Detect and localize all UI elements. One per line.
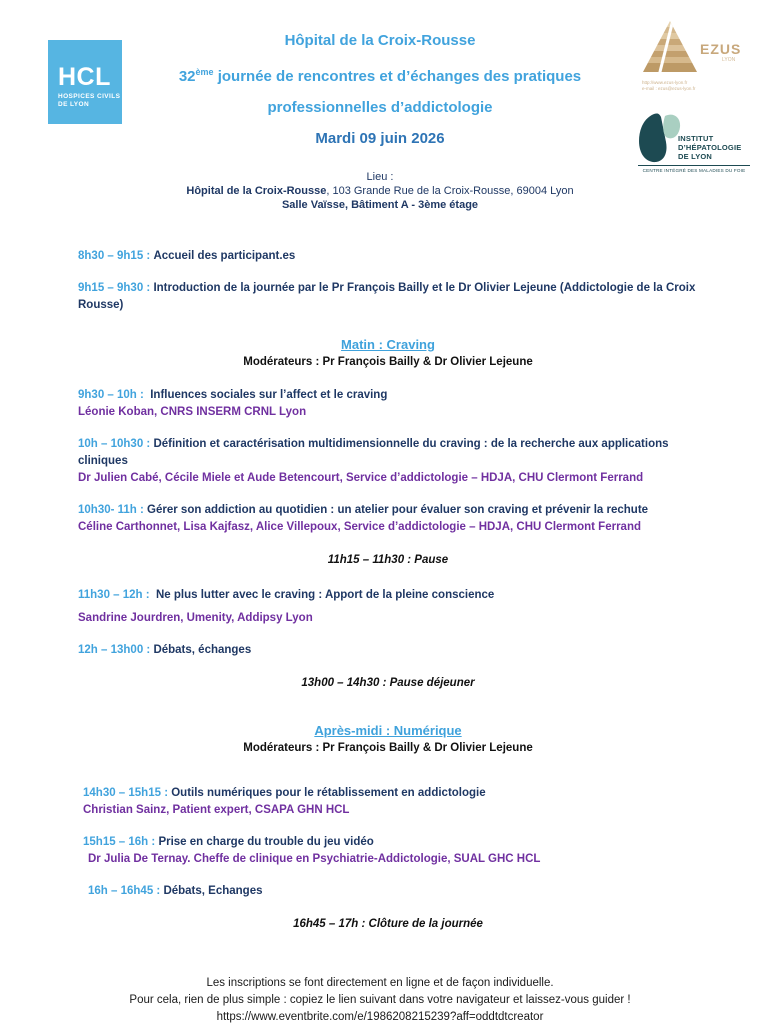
session-speakers: Dr Julien Cabé, Cécile Miele et Aude Betencourt, Service d’addictologie – HDJA, CHU Clermont Ferrand: [78, 472, 644, 484]
session-title: Définition et caractérisation multidimensionnelle du craving : de la recherche aux applications cliniques: [78, 438, 669, 467]
section-title: Après-midi : Numérique: [314, 723, 462, 738]
session-item: [78, 642, 698, 659]
venue-address-rest: , 103 Grande Rue de la Croix-Rousse, 69004 Lyon: [326, 185, 574, 197]
session-speakers: Dr Julia De Ternay. Cheffe de clinique en Psychiatrie-Addictologie, SUAL GHC HCL: [88, 853, 541, 865]
event-date: Mardi 09 juin 2026: [315, 130, 445, 147]
session-item: [78, 436, 698, 487]
section-header-matin: [78, 336, 698, 371]
pause-line: 16h45 – 17h : Clôture de la journée: [293, 918, 483, 930]
ezus-logo-email: e-mail : ezus@ezus-lyon.fr: [642, 86, 696, 91]
venue-hospital-name: Hôpital de la Croix-Rousse: [186, 185, 327, 197]
venue-label: Lieu :: [366, 171, 394, 183]
section-title: Matin : Craving: [341, 337, 435, 352]
venue-block: [0, 170, 760, 212]
session-time: 10h30- 11h :: [78, 504, 144, 516]
session-title: Débats, Echanges: [163, 885, 263, 897]
registration-footer: [0, 975, 760, 1024]
title-line-1: Hôpital de la Croix-Rousse: [284, 32, 476, 49]
ihl-name-line2: D’HÉPATOLOGIE: [678, 143, 742, 152]
partner-logos: [638, 20, 750, 173]
pause-line: 13h00 – 14h30 : Pause déjeuner: [301, 677, 475, 689]
session-speakers: Sandrine Jourdren, Umenity, Addipsy Lyon: [78, 612, 313, 624]
session-title: Outils numériques pour le rétablissement en addictologie: [171, 787, 486, 799]
ihl-name-line1: INSTITUT: [678, 134, 714, 143]
session-title: Introduction de la journée par le Pr François Bailly et le Dr Olivier Lejeune (Addictologie de la Croix Rousse): [78, 282, 696, 311]
session-item: [78, 248, 698, 265]
section-moderators: Modérateurs : Pr François Bailly & Dr Olivier Lejeune: [243, 742, 533, 754]
hcl-logo-subtitle-line2: DE LYON: [58, 101, 90, 108]
section-moderators: Modérateurs : Pr François Bailly & Dr Olivier Lejeune: [243, 356, 533, 368]
session-item: [78, 587, 698, 627]
session-item: [78, 883, 698, 900]
venue-address: [0, 184, 760, 198]
session-title: Accueil des participant.es: [153, 250, 296, 262]
section-header-apres-midi: [78, 722, 698, 757]
session-time: 9h15 – 9h30 :: [78, 282, 151, 294]
title-line-2: [135, 63, 625, 86]
document-title-block: [135, 0, 625, 148]
title-line-3: professionnelles d’addictologie: [267, 99, 493, 116]
hcl-logo-acronym: HCL: [58, 63, 111, 91]
institut-hepatologie-logo: [638, 110, 750, 173]
session-time: 14h30 – 15h15 :: [83, 787, 169, 799]
title-line-2-ordinal: ème: [195, 67, 214, 77]
header: [0, 0, 760, 173]
ezus-logo: [638, 20, 750, 100]
session-title: Ne plus lutter avec le craving : Apport de la pleine conscience: [156, 589, 495, 601]
session-title: Influences sociales sur l’affect et le craving: [150, 389, 388, 401]
session-title: Débats, échanges: [153, 644, 252, 656]
session-speakers: Léonie Koban, CNRS INSERM CRNL Lyon: [78, 406, 307, 418]
schedule: [0, 248, 760, 933]
pyramid-icon: [640, 20, 698, 76]
footer-line-2: Pour cela, rien de plus simple : copiez le lien suivant dans votre navigateur et laissez-vous guider !: [129, 994, 631, 1006]
session-title: Gérer son addiction au quotidien : un atelier pour évaluer son craving et prévenir la rechute: [147, 504, 649, 516]
session-time: 8h30 – 9h15 :: [78, 250, 151, 262]
session-speakers: Christian Sainz, Patient expert, CSAPA GHN HCL: [83, 804, 350, 816]
institut-hepatologie-name: [678, 110, 750, 161]
pause-line: 11h15 – 11h30 : Pause: [327, 554, 449, 566]
session-item: [78, 280, 698, 314]
ezus-logo-url: http://www.ezus-lyon.fr: [642, 80, 688, 85]
session-speakers: Céline Carthonnet, Lisa Kajfasz, Alice Villepoux, Service d’addictologie – HDJA, CHU Clermont Ferrand: [78, 521, 641, 533]
session-time: 15h15 – 16h :: [83, 836, 156, 848]
session-item: [78, 502, 698, 536]
session-item: [78, 785, 698, 819]
session-item: [78, 387, 698, 421]
title-line-2-number: 32: [178, 68, 196, 85]
institut-hepatologie-caption: CENTRE INTÉGRÉ DES MALADIES DU FOIE: [638, 165, 750, 173]
session-time: 11h30 – 12h :: [78, 589, 150, 601]
hcl-logo: [48, 40, 122, 124]
ezus-logo-name: EZUS: [700, 41, 742, 57]
hcl-logo-subtitle-line1: HOSPICES CIVILS: [58, 93, 121, 100]
footer-line-1: Les inscriptions se font directement en ligne et de façon individuelle.: [206, 977, 554, 989]
session-item: [78, 834, 698, 868]
hcl-logo-subtitle: [58, 93, 122, 109]
session-time: 9h30 – 10h :: [78, 389, 144, 401]
liver-icon: [638, 110, 682, 166]
eventbrite-link[interactable]: https://www.eventbrite.com/e/1986208215239?aff=oddtdtcreator: [216, 1011, 544, 1023]
session-time: 12h – 13h00 :: [78, 644, 151, 656]
session-time: 16h – 16h45 :: [88, 885, 161, 897]
venue-room: Salle Vaïsse, Bâtiment A - 3ème étage: [281, 199, 479, 211]
session-time: 10h – 10h30 :: [78, 438, 151, 450]
title-line-2-rest: journée de rencontres et d’échanges des pratiques: [213, 68, 582, 85]
session-title: Prise en charge du trouble du jeu vidéo: [158, 836, 374, 848]
ihl-name-line3: DE LYON: [678, 152, 713, 161]
ezus-logo-city: LYON: [722, 57, 736, 63]
ezus-logo-contact: [642, 80, 695, 92]
